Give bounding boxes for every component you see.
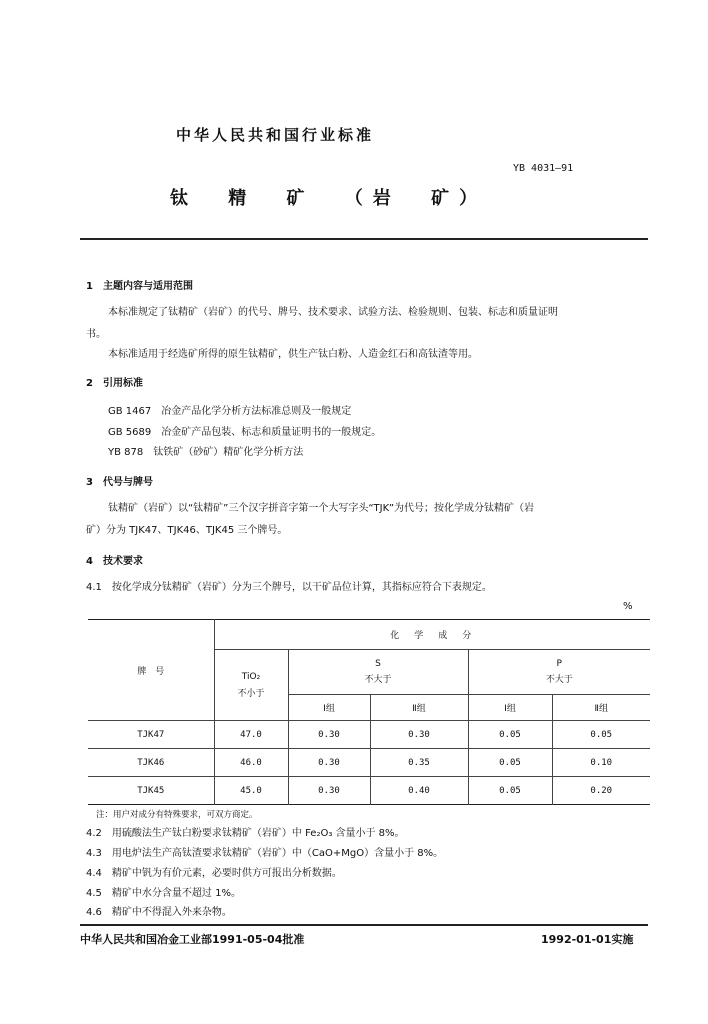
standard-code: YB 4031—91 (513, 163, 574, 174)
s-sub: 不大于 (364, 675, 392, 685)
clause-4-5: 4.5 精矿中水分含量不超过 1%。 (86, 888, 241, 899)
s2-cell: 0.30 (370, 721, 468, 749)
p-sub: 不大于 (545, 675, 573, 685)
s-label: S (375, 659, 381, 669)
p1-cell: 0.05 (468, 721, 552, 749)
reference-item: YB 878 钛铁矿（砂矿）精矿化学分析方法 (108, 447, 304, 458)
grade-cell: TJK45 (88, 777, 214, 805)
doc-title: 钛 精 矿 （岩 矿） (170, 188, 488, 209)
composition-table (88, 619, 650, 805)
table-row (88, 777, 650, 805)
p2-cell: 0.10 (552, 749, 650, 777)
tio2-cell: 47.0 (214, 721, 288, 749)
section-1-para1-line2: 书。 (86, 329, 106, 340)
p-label: P (556, 659, 562, 669)
clause-4-4: 4.4 精矿中钒为有价元素，必要时供方可报出分析数据。 (86, 868, 342, 879)
clause-4-6: 4.6 精矿中不得混入外来杂物。 (86, 907, 232, 918)
grade-cell: TJK46 (88, 749, 214, 777)
composition-header: 化 学 成 分 (214, 620, 650, 650)
clause-4-2: 4.2 用硫酸法生产钛白粉要求钛精矿（岩矿）中 Fe₂O₃ 含量小于 8%。 (86, 828, 405, 839)
p1-cell: 0.05 (468, 749, 552, 777)
p2-cell: 0.05 (552, 721, 650, 749)
grade-header: 牌 号 (137, 666, 165, 677)
implementation-text: 1992-01-01实施 (541, 933, 634, 946)
section-1-heading: 1 主题内容与适用范围 (86, 281, 193, 292)
tio2-cell: 46.0 (214, 749, 288, 777)
tio2-cell: 45.0 (214, 777, 288, 805)
section-1-para1-line1: 本标准规定了钛精矿（岩矿）的代号、牌号、技术要求、试验方法、检验规则、包装、标志和质量证明 (108, 307, 558, 318)
header-rule (80, 238, 648, 240)
unit-label: % (623, 601, 633, 612)
s-group-2: Ⅱ组 (370, 695, 468, 721)
grade-cell: TJK47 (88, 721, 214, 749)
p1-cell: 0.05 (468, 777, 552, 805)
section-1-para2: 本标准适用于经选矿所得的原生钛精矿，供生产钛白粉、人造金红石和高钛渣等用。 (108, 349, 478, 360)
section-2-heading: 2 引用标准 (86, 378, 143, 389)
table-row (88, 749, 650, 777)
s1-cell: 0.30 (288, 721, 370, 749)
tio2-label: TiO₂ (241, 671, 261, 682)
p-header (468, 650, 650, 695)
approval-text: 中华人民共和国冶金工业部1991-05-04批准 (80, 933, 305, 946)
reference-item: GB 1467 冶金产品化学分析方法标准总则及一般规定 (108, 406, 352, 417)
s-group-1: Ⅰ组 (288, 695, 370, 721)
table-note: 注：用户对成分有特殊要求，可双方商定。 (96, 810, 258, 820)
tio2-header (214, 650, 288, 721)
tio2-sub: 不小于 (237, 688, 265, 699)
s-header (288, 650, 468, 695)
s2-cell: 0.35 (370, 749, 468, 777)
s1-cell: 0.30 (288, 749, 370, 777)
p-group-2: Ⅱ组 (552, 695, 650, 721)
standard-title: 中华人民共和国行业标准 (176, 126, 375, 144)
section-3-heading: 3 代号与牌号 (86, 477, 153, 488)
p2-cell: 0.20 (552, 777, 650, 805)
clause-4-3: 4.3 用电炉法生产高钛渣要求钛精矿（岩矿）中（CaO+MgO）含量小于 8%。 (86, 848, 444, 859)
section-4-heading: 4 技术要求 (86, 556, 143, 567)
p-group-1: Ⅰ组 (468, 695, 552, 721)
s2-cell: 0.40 (370, 777, 468, 805)
clause-4-1: 4.1 按化学成分钛精矿（岩矿）分为三个牌号，以干矿品位计算，其指标应符合下表规定。 (86, 582, 492, 593)
footer-rule (80, 924, 648, 926)
s1-cell: 0.30 (288, 777, 370, 805)
reference-item: GB 5689 冶金矿产品包装、标志和质量证明书的一般规定。 (108, 427, 382, 438)
section-3-para-line1: 钛精矿（岩矿）以“钛精矿”三个汉字拼音字第一个大写字头“TJK”为代号；按化学成分钛精矿（岩 (108, 503, 535, 514)
table-row (88, 721, 650, 749)
section-3-para-line2: 矿）分为 TJK47、TJK46、TJK45 三个牌号。 (86, 525, 288, 536)
